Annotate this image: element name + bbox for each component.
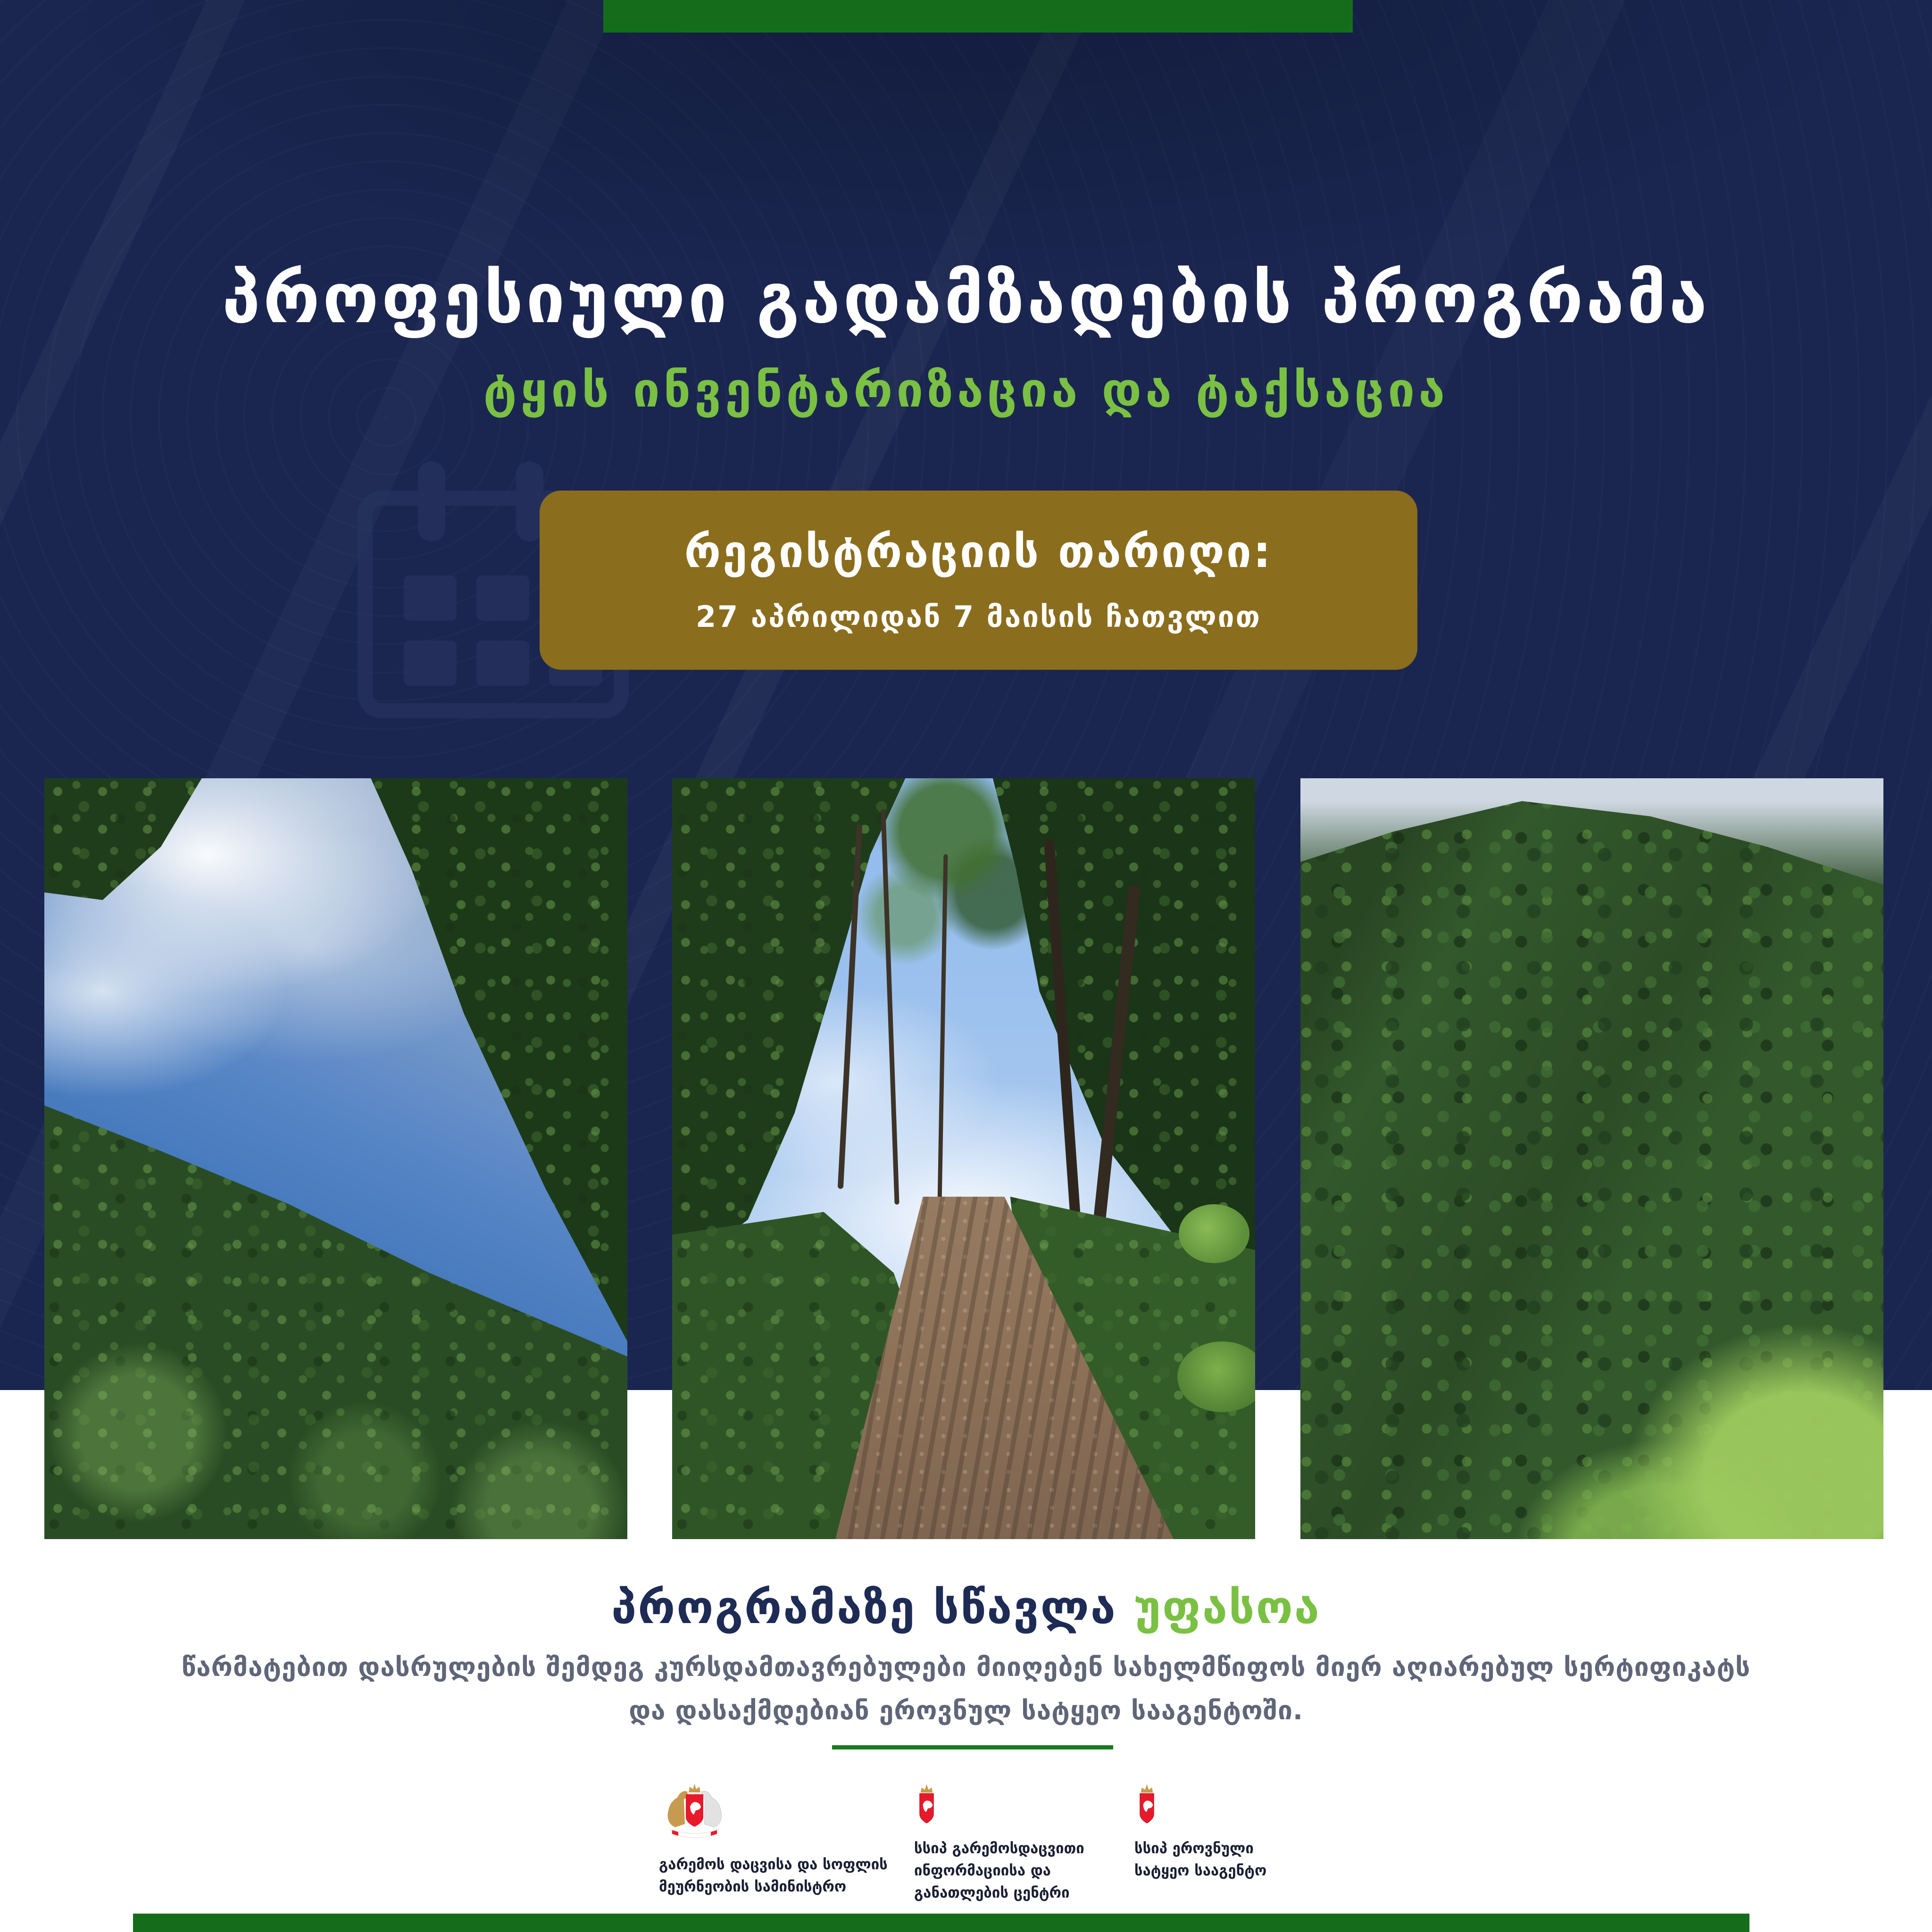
photo3-bright-foliage [1300,778,1883,1539]
georgia-small-emblem-icon [1134,1782,1159,1825]
registration-box [540,491,1417,670]
georgia-small-emblem-icon [914,1782,939,1825]
paragraph-line-1: წარმატებით დასრულების შემდეგ კურსდამთავრებულები მიიღებენ სახელმწიფოს მიერ აღიარებულ სერტიფიკატს [181,1652,1751,1682]
photo2-large-leaf [1179,1204,1249,1263]
certificate-paragraph [0,1645,1932,1732]
divider-line [832,1745,1113,1749]
partner-ministry [659,1782,888,1898]
photo-forest-trail [672,778,1255,1539]
calendar-cell [476,575,529,621]
partner-environmental-center [914,1782,1084,1904]
partner-name-line: გარემოს დაცვისა და სოფლის [659,1856,888,1873]
registration-label: რეგისტრაციის თარიღი: [684,526,1273,578]
partner-name-line: განათლების ცენტრი [914,1884,1070,1901]
calendar-cell [404,641,457,686]
partner-forestry-agency [1134,1782,1266,1882]
calendar-cell [476,641,529,686]
georgia-coat-of-arms-icon [659,1782,730,1840]
bottom-accent-bar [133,1914,1749,1932]
partner-name-line: ინფორმაციისა და [914,1862,1051,1879]
photo-forest-valley [44,778,627,1539]
photo1-light-foliage [44,778,627,1539]
paragraph-line-2: და დასაქმდებიან ეროვნულ სატყეო სააგენტოში. [629,1695,1303,1725]
page-subtitle: ტყის ინვენტარიზაცია და ტაქსაცია [483,362,1449,418]
top-accent-bar [603,0,1353,33]
registration-dates: 27 აპრილიდან 7 მაისის ჩათვლით [696,600,1261,634]
partner-name-line: სსიპ ეროვნული [1134,1840,1254,1857]
partner-name-line: სატყეო სააგენტო [1134,1862,1267,1879]
free-program-heading [0,1581,1932,1634]
partner-name-line: მეურნეობის სამინისტრო [659,1878,847,1895]
calendar-cell [404,575,457,621]
heading-main: პროგრამაზე სწავლა [611,1581,1117,1634]
photo-forest-slope [1300,778,1883,1539]
page-title: პროფესიული გადამზადების პროგრამა [222,258,1710,339]
heading-highlight-free: უფასოა [1134,1581,1321,1634]
partner-name-line: სსიპ გარემოსდაცვითი [914,1840,1084,1857]
